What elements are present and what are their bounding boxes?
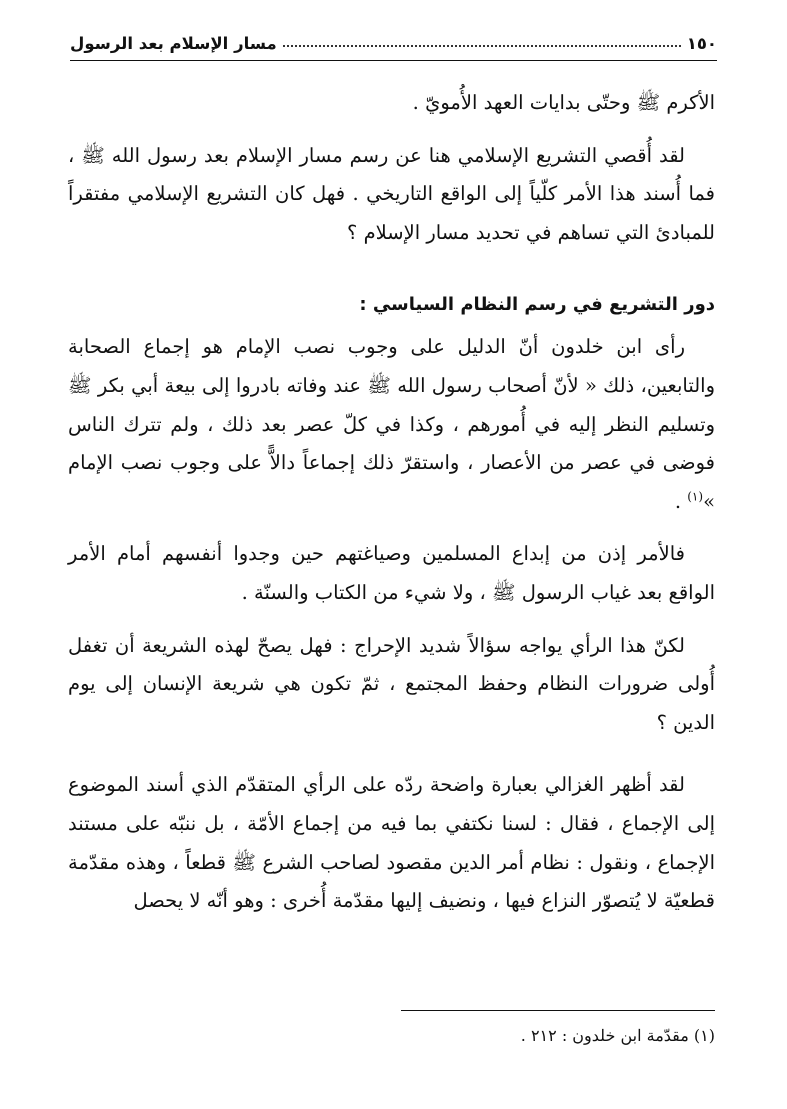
section-heading: دور التشريع في رسم النظام السياسي : [359, 294, 715, 316]
running-title: مسار الإسلام بعد الرسول [70, 33, 277, 53]
sentence-end: . [674, 489, 688, 513]
paragraph-6: لقد أظهر الغزالي بعبارة واضحة ردّه على الرأي المتقدّم الذي أسند الموضوع إلى الإجماع ، فقال : لسنا نكتفي بما فيه من إجماع الأمّة ، بل ننبّه على مستند الإجماع ، ونقول : نظام أمر الدين مقصود لصاحب الشرع ﷺ قطعاً ، وهذه مقدّمة قطعيّة لا يُتصوّر النزاع فيها ، ونضيف إليها مقدّمة أُخرى : وهو أنّه لا يحصل [68, 773, 715, 913]
paragraph-4: فالأمر إذن من إبداع المسلمين وصياغتهم حين وجدوا أنفسهم أمام الأمر الواقع بعد غياب الرسول ﷺ ، ولا شيء من الكتاب والسنّة . [68, 542, 715, 604]
running-header [70, 26, 717, 61]
footnote: (١) مقدّمة ابن خلدون : ٢١٢ . [520, 1026, 715, 1045]
footnote-reference: (١) [687, 489, 704, 504]
page-number: ١٥٠ [686, 33, 717, 53]
paragraph-2: لقد أُقصي التشريع الإسلامي هنا عن رسم مسار الإسلام بعد رسول الله ﷺ ، فما أُسند هذا الأمر كلّياً إلى الواقع التاريخي . فهل كان التشريع الإسلامي مفتقراً للمبادئ التي تساهم في تحديد مسار الإسلام ؟ [68, 143, 715, 244]
page-body [68, 84, 715, 921]
footnote-separator [401, 1010, 715, 1011]
paragraph-1: الأكرم ﷺ وحتّى بدايات العهد الأُمويّ . [412, 91, 715, 114]
header-dot-leader [283, 45, 681, 47]
paragraph-3-text: رأى ابن خلدون أنّ الدليل على وجوب نصب الإمام هو إجماع الصحابة والتابعين، ذلك « لأنّ أصحاب رسول الله ﷺ عند وفاته بادروا إلى بيعة أبي بكر ﷺ وتسليم النظر إليه في أُمورهم ، وكذا في كلّ عصر بعد ذلك ، ولم تترك الناس فوضى في عصر من الأعصار ، واستقرّ ذلك إجماعاً دالاًّ على وجوب نصب الإمام » [68, 335, 715, 513]
paragraph-5: لكنّ هذا الرأي يواجه سؤالاً شديد الإحراج : فهل يصحّ لهذه الشريعة أن تغفل أُولى ضرورات النظام وحفظ المجتمع ، ثمّ تكون هي شريعة الإنسان إلى يوم الدين ؟ [68, 633, 715, 734]
paragraph-3 [68, 328, 715, 521]
